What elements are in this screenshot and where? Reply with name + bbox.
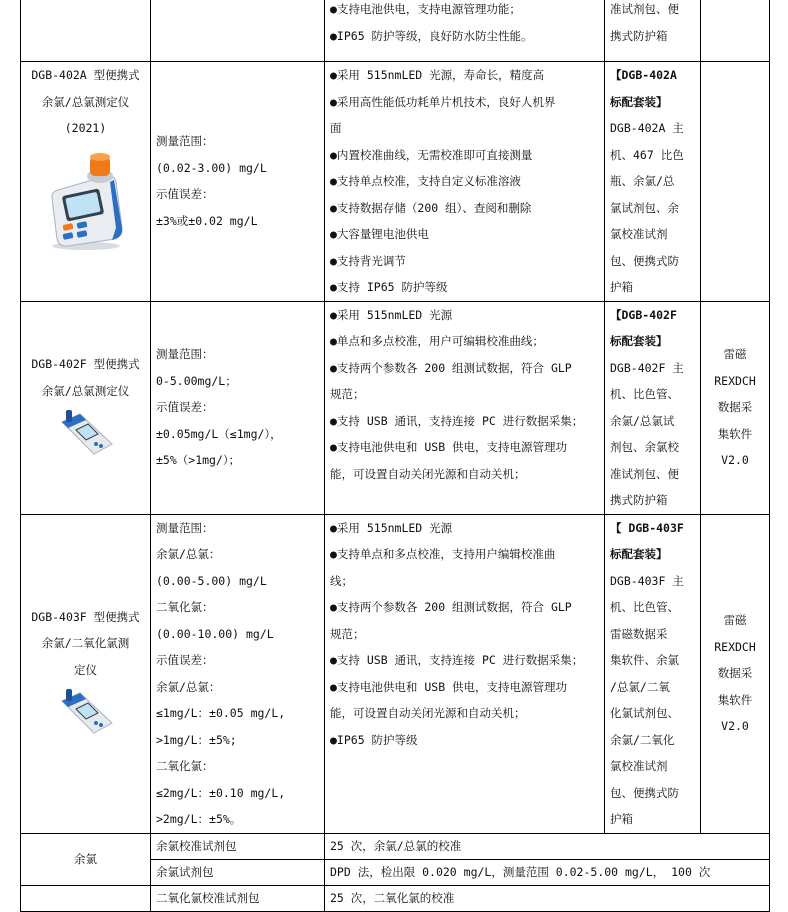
kit-title-line: 【 DGB-403F xyxy=(610,520,684,535)
model-line: DGB-403F 型便携式 xyxy=(31,609,140,624)
cell-kit-402a xyxy=(605,62,701,302)
reagent-desc: DPD 法，检出限 0.020 mg/L，测量范围 0.02-5.00 mg/L， 100 次 xyxy=(330,865,711,879)
kit-line: 余氯/二氧化 xyxy=(610,732,675,747)
cell-specs-402f xyxy=(151,301,325,514)
kit-line: 护箱 xyxy=(610,812,633,826)
spec-line: ≤2mg/L：±0.10 mg/L, xyxy=(156,785,286,800)
kit-line: /总氯/二氧 xyxy=(610,679,670,694)
feature-line: 能，可设置自动关闭光源和自动关机； xyxy=(330,706,526,720)
kit-line: 包、便携式防 xyxy=(610,785,679,800)
cell-software-402a xyxy=(701,62,770,302)
feature-line: ●采用 515nmLED 光源 xyxy=(330,307,453,322)
cell-reagent-desc xyxy=(325,885,770,911)
spec-line: 测量范围： xyxy=(156,347,214,362)
meter-403f-image xyxy=(26,683,145,743)
reagent-name: 余氯试剂包 xyxy=(156,865,214,879)
feature-line: 规范； xyxy=(330,387,365,401)
spec-line: ±5%（>1mg/）； xyxy=(156,453,241,468)
cell-specs-402a xyxy=(151,62,325,302)
feature-line: 线； xyxy=(330,573,353,588)
cell-model-403f xyxy=(21,514,151,833)
row-dgb-402a xyxy=(21,62,770,302)
spec-line: >2mg/L：±5%。 xyxy=(156,812,242,826)
cell-model-402a xyxy=(21,62,151,302)
software-line: V2.0 xyxy=(721,719,749,734)
kit-line: 雷磁数据采 xyxy=(610,626,668,641)
spec-line: 示值误差： xyxy=(156,400,214,415)
cell-specs-403f xyxy=(151,514,325,833)
reagent-desc: 25 次，余氯/总氯的校准 xyxy=(330,839,462,853)
model-line: DGB-402A 型便携式 xyxy=(31,68,140,82)
feature-line: ●支持 IP65 防护等级 xyxy=(330,280,448,294)
cell-features-prev xyxy=(325,0,605,62)
spec-line: (0.00-10.00) mg/L xyxy=(156,626,274,641)
cell-model-402f xyxy=(21,301,151,514)
cell-reagent-desc xyxy=(325,859,770,885)
meter-402a-image xyxy=(26,142,145,258)
kit-line: 机、比色管、 xyxy=(610,387,679,401)
kit-line: 瓶、余氯/总 xyxy=(610,174,675,188)
kit-title-line: 标配套装】 xyxy=(610,334,668,348)
software-line: 数据采 xyxy=(717,400,753,415)
feature-line: 能，可设置自动关闭光源和自动关机； xyxy=(330,466,526,481)
cell-software-403f xyxy=(701,514,770,833)
feature-line: ●支持 USB 通讯，支持连接 PC 进行数据采集； xyxy=(330,653,584,667)
software-line: 集软件 xyxy=(717,426,753,441)
feature-line: ●支持两个参数各 200 组测试数据，符合 GLP xyxy=(330,600,572,614)
kit-line: 氯校准试剂 xyxy=(610,227,668,241)
cell-reagent-name xyxy=(151,833,325,859)
cell-reagent-name xyxy=(151,885,325,911)
kit-line: DGB-403F 主 xyxy=(610,573,684,588)
software-line: 数据采 xyxy=(717,666,753,681)
feature-line: ●IP65 防护等级 xyxy=(330,732,418,747)
kit-line: DGB-402A 主 xyxy=(610,121,684,135)
model-line: 余氯/二氧化氯测 xyxy=(41,636,130,651)
meter-402f-image xyxy=(26,404,145,464)
feature-line: 规范； xyxy=(330,626,365,641)
kit-line: 余氯/总氯试 xyxy=(610,413,675,428)
kit-title-line: 【DGB-402F xyxy=(610,307,677,322)
spec-line: ±0.05mg/L（≤1mg/）， xyxy=(156,426,282,441)
cell-features-402f xyxy=(325,301,605,514)
spec-line: 示值误差： xyxy=(156,653,214,667)
model-line: DGB-402F 型便携式 xyxy=(31,357,140,371)
feature-line: ●采用高性能低功耗单片机技术，良好人机界 xyxy=(330,94,556,109)
cell-features-402a xyxy=(325,62,605,302)
kit-line: 准试剂包、便 xyxy=(610,466,679,481)
feature-line: ●支持两个参数各 200 组测试数据，符合 GLP xyxy=(330,360,572,375)
kit-line: 氯校准试剂 xyxy=(610,759,668,773)
cell-reagent-desc xyxy=(325,833,770,859)
group-label: 余氯 xyxy=(74,851,97,866)
kit-title-line: 标配套装】 xyxy=(610,547,668,561)
feature-line: ●采用 515nmLED 光源 xyxy=(330,520,453,535)
feature-line: ●支持单点和多点校准，支持用户编辑校准曲 xyxy=(330,547,556,561)
software-line: V2.0 xyxy=(721,453,749,468)
spec-line: (0.02-3.00) mg/L xyxy=(156,160,267,175)
kit-line: 化氯试剂包、 xyxy=(610,706,679,720)
kit-line: 氯试剂包、余 xyxy=(610,200,679,215)
kit-line: 准试剂包、便 xyxy=(610,2,679,16)
cell-group-residual-chlorine xyxy=(21,833,151,885)
feature-line: 面 xyxy=(330,121,342,135)
spec-line: 二氧化氯： xyxy=(156,759,214,773)
feature-line: ●大容量锂电池供电 xyxy=(330,227,429,241)
spec-line: ±3%或±0.02 mg/L xyxy=(156,213,258,228)
feature-line: ●支持电池供电和 USB 供电，支持电源管理功 xyxy=(330,679,568,694)
spec-line: 余氯/总氯： xyxy=(156,547,221,561)
product-table xyxy=(20,0,770,912)
cell-specs-prev xyxy=(151,0,325,62)
kit-line: 携式防护箱 xyxy=(610,493,668,507)
model-line: 余氯/总氯测定仪 xyxy=(41,383,130,398)
spec-line: 余氯/总氯： xyxy=(156,679,221,694)
spec-line: 测量范围： xyxy=(156,520,214,535)
model-line: 定仪 xyxy=(74,662,97,677)
software-line: 集软件 xyxy=(717,692,753,707)
cell-model-prev xyxy=(21,0,151,62)
reagent-name: 二氧化氯校准试剂包 xyxy=(156,891,260,905)
row-dgb-402f xyxy=(21,301,770,514)
spec-line: 示值误差： xyxy=(156,187,214,202)
kit-line: 机、467 比色 xyxy=(610,147,684,162)
software-line: REXDCH xyxy=(714,639,756,654)
spec-line: 测量范围： xyxy=(156,134,214,149)
software-line: 雷磁 xyxy=(723,613,747,628)
kit-line: 机、比色管、 xyxy=(610,600,679,614)
feature-line: ●支持电池供电和 USB 供电，支持电源管理功 xyxy=(330,440,568,454)
feature-line: ●支持电池供电，支持电源管理功能； xyxy=(330,2,521,16)
cell-kit-403f xyxy=(605,514,701,833)
kit-title-line: 标配套装】 xyxy=(610,94,668,109)
spec-line: (0.00-5.00) mg/L xyxy=(156,573,267,588)
cell-kit-prev xyxy=(605,0,701,62)
kit-line: 护箱 xyxy=(610,280,633,294)
feature-line: ●支持背光调节 xyxy=(330,253,406,268)
reagent-desc: 25 次，二氧化氯的校准 xyxy=(330,891,455,905)
feature-line: ●采用 515nmLED 光源，寿命长，精度高 xyxy=(330,68,545,82)
feature-line: ●支持单点校准，支持自定义标准溶液 xyxy=(330,174,521,188)
row-dgb-403f xyxy=(21,514,770,833)
row-reagent-calibration xyxy=(21,833,770,859)
kit-line: DGB-402F 主 xyxy=(610,360,684,375)
spec-line: >1mg/L：±5%; xyxy=(156,732,237,747)
kit-line: 集软件、余氯 xyxy=(610,653,679,667)
model-line: (2021) xyxy=(64,121,107,135)
feature-line: ●内置校准曲线，无需校准即可直接测量 xyxy=(330,147,533,162)
cell-software-prev xyxy=(701,0,770,62)
kit-title-line: 【DGB-402A xyxy=(610,68,677,82)
spec-line: 二氧化氯： xyxy=(156,600,214,614)
kit-line: 包、便携式防 xyxy=(610,253,679,268)
spec-line: 0-5.00mg/L； xyxy=(156,373,237,388)
software-line: 雷磁 xyxy=(723,347,747,362)
row-previous xyxy=(21,0,770,62)
software-line: REXDCH xyxy=(714,373,756,388)
cell-reagent-name xyxy=(151,859,325,885)
spec-line: ≤1mg/L：±0.05 mg/L, xyxy=(156,706,286,720)
cell-group-clo2 xyxy=(21,885,151,911)
row-reagent-clo2 xyxy=(21,885,770,911)
model-line: 余氯/总氯测定仪 xyxy=(41,94,130,109)
feature-line: ●单点和多点校准，用户可编辑校准曲线； xyxy=(330,334,544,348)
feature-line: ●支持数据存储（200 组）、查阅和删除 xyxy=(330,200,532,215)
reagent-name: 余氯校准试剂包 xyxy=(156,839,237,853)
cell-kit-402f xyxy=(605,301,701,514)
cell-features-403f xyxy=(325,514,605,833)
kit-line: 剂包、余氯校 xyxy=(610,440,679,454)
feature-line: ●支持 USB 通讯，支持连接 PC 进行数据采集； xyxy=(330,413,584,428)
kit-line: 携式防护箱 xyxy=(610,28,668,43)
cell-software-402f xyxy=(701,301,770,514)
feature-line: ●IP65 防护等级，良好防水防尘性能。 xyxy=(330,28,533,43)
